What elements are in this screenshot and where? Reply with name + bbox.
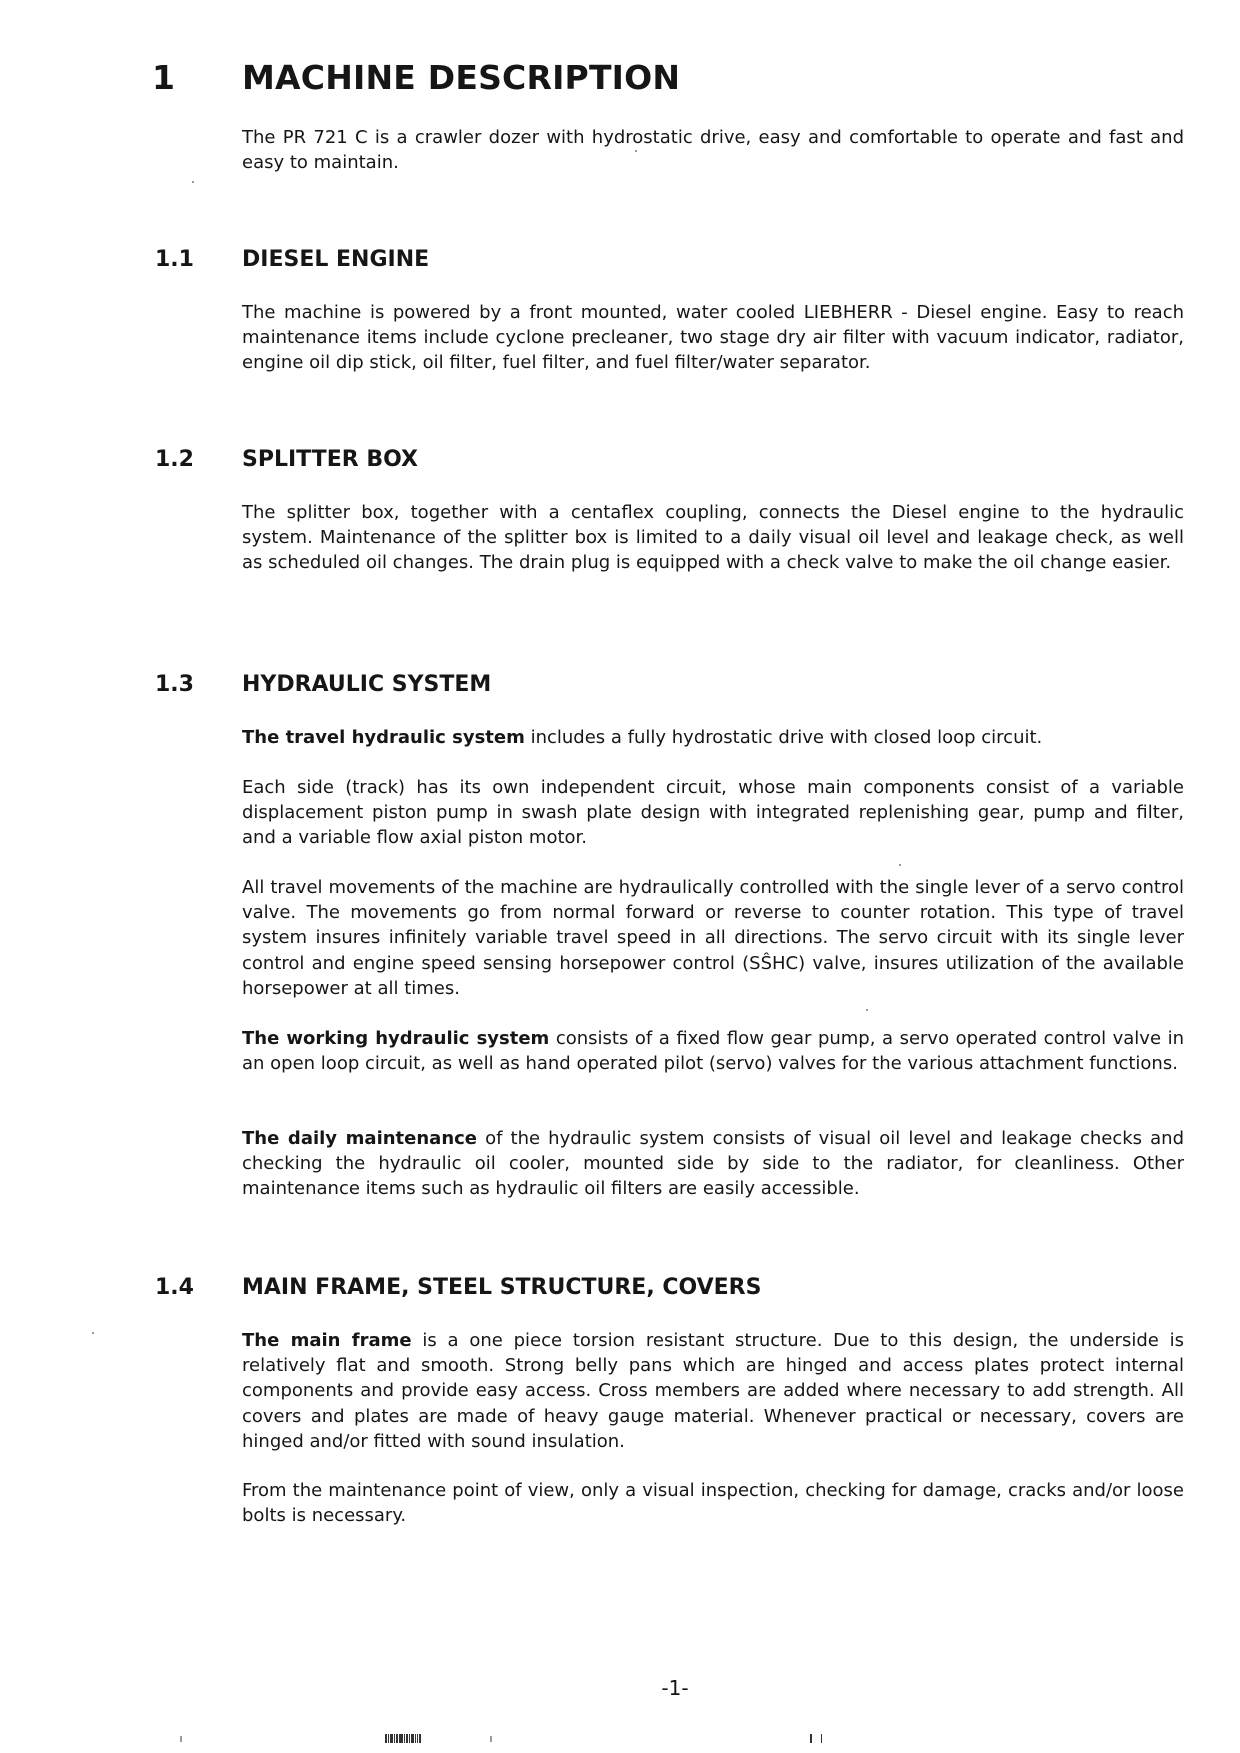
- scan-speck: [866, 1009, 868, 1011]
- section-heading-main-frame: [152, 1275, 1200, 1305]
- section-number: 1.3: [155, 672, 194, 697]
- chapter-title: MACHINE DESCRIPTION: [242, 58, 681, 97]
- section-number: 1.2: [155, 447, 194, 472]
- working-hydraulic-paragraph: [242, 1026, 1184, 1076]
- paragraph-body: of the hydraulic system consists of visual oil level and leakage checks and checking the hydraulic oil cooler, mounted side by side to the radiator, for cleanliness. Other maintenance items such as hydraulic oil filters are easily accessible.: [242, 1128, 1185, 1200]
- section-heading-diesel-engine: [152, 247, 1200, 277]
- intro-paragraph: The PR 721 C is a crawler dozer with hydrostatic drive, easy and comfortable to operate and fast and easy to maintain.: [242, 127, 1184, 174]
- maintenance-inspection-paragraph: From the maintenance point of view, only a visual inspection, checking for damage, cracks and/or loose bolts is necessary.: [242, 1480, 1184, 1527]
- chapter-number: 1: [152, 58, 175, 97]
- section-number: 1.4: [155, 1275, 194, 1300]
- travel-movements-paragraph: All travel movements of the machine are hydraulically controlled with the single lever of a servo control valve. The movements go from normal forward or reverse to counter rotation. This type of travel system insures infinitely variable travel speed in all directions. The servo circuit with its single lever control and engine speed sensing horsepower control (SŜHC) valve, insures utilization of the available horsepower at all times.: [242, 877, 1184, 999]
- daily-maintenance-paragraph: [242, 1126, 1184, 1202]
- main-frame-paragraph: [242, 1328, 1184, 1454]
- paragraph-lead: The daily maintenance: [242, 1128, 478, 1149]
- page-number: -1-: [661, 1676, 689, 1700]
- scan-speck: [92, 1332, 94, 1334]
- section-heading-splitter-box: [152, 447, 1200, 477]
- paragraph-body: includes a fully hydrostatic drive with closed loop circuit.: [524, 727, 1043, 748]
- paragraph-body: is a one piece torsion resistant structure. Due to this design, the underside is relatively flat and smooth. Strong belly pans which are hinged and access plates protect internal components and provide easy access. Cross members are added where necessary to add strength. All covers and plates are made of heavy gauge material. Whenever practical or necessary, covers are hinged and/or fitted with sound insulation.: [242, 1330, 1184, 1452]
- scan-speck: [192, 181, 194, 183]
- scan-barcode-mark: [385, 1734, 422, 1743]
- independent-circuit-paragraph: Each side (track) has its own independent circuit, whose main components consist of a variable displacement piston pump in swash plate design with integrated replenishing gear, pump and filter, and a variable flow axial piston motor.: [242, 777, 1184, 849]
- scan-speck: [180, 1736, 182, 1742]
- scan-speck: [490, 1736, 492, 1742]
- scan-speck: [635, 150, 637, 152]
- scan-barcode-mark: [810, 1734, 823, 1743]
- section-heading-hydraulic-system: [152, 672, 1200, 702]
- paragraph-lead: The travel hydraulic system: [242, 727, 525, 748]
- section-title: DIESEL ENGINE: [242, 247, 430, 272]
- paragraph-lead: The main frame: [242, 1330, 412, 1351]
- splitter-box-paragraph: The splitter box, together with a centaflex coupling, connects the Diesel engine to the hydraulic system. Maintenance of the splitter box is limited to a daily visual oil level and leakage check, as well as scheduled oil changes. The drain plug is equipped with a check valve to make the oil change easier.: [242, 502, 1184, 574]
- section-number: 1.1: [155, 247, 194, 272]
- section-title: SPLITTER BOX: [242, 447, 418, 472]
- diesel-engine-paragraph: The machine is powered by a front mounted, water cooled LIEBHERR - Diesel engine. Easy to reach maintenance items include cyclone precleaner, two stage dry air filter with vacuum indicator, radiator, engine oil dip stick, oil filter, fuel filter, and fuel filter/water separator.: [242, 302, 1184, 374]
- paragraph-lead: The working hydraulic system: [242, 1028, 550, 1049]
- chapter-heading: [152, 58, 1200, 108]
- scan-speck: [899, 864, 901, 866]
- section-title: MAIN FRAME, STEEL STRUCTURE, COVERS: [242, 1275, 762, 1300]
- paragraph-body: consists of a fixed flow gear pump, a servo operated control valve in an open loop circuit, as well as hand operated pilot (servo) valves for the various attachment functions.: [242, 1028, 1184, 1075]
- section-title: HYDRAULIC SYSTEM: [242, 672, 492, 697]
- travel-hydraulic-paragraph: [242, 725, 1184, 750]
